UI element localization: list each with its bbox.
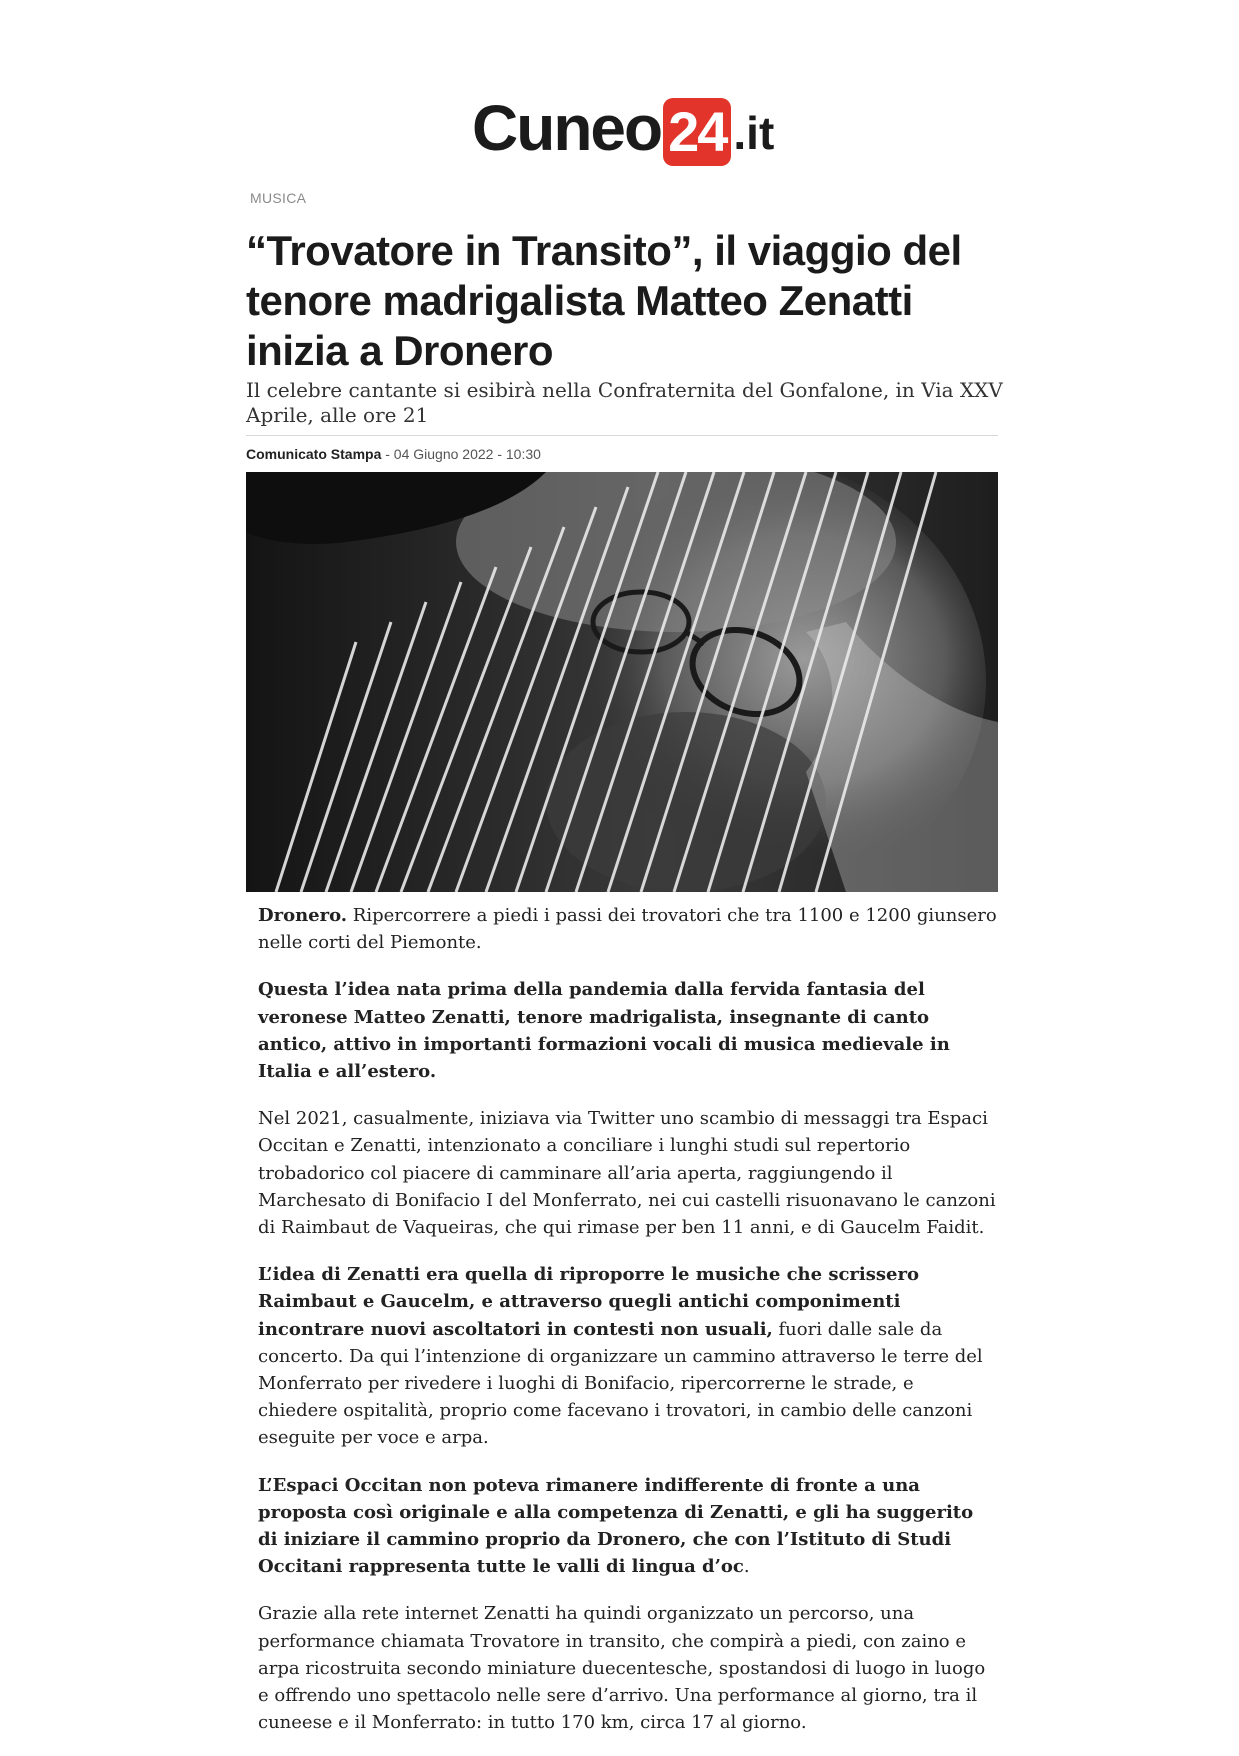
harp-portrait-image (246, 472, 998, 892)
paragraph-bold-text: L’Espaci Occitan non poteva rimanere indifferente di fronte a una proposta così originale e alla competenza di Zenatti, e gli ha suggerito di iniziare il cammino proprio da Dronero, che con l’Istituto di Studi Occitani rappresenta tutte le valli di lingua d’oc (258, 1474, 974, 1578)
logo-number: 24 (663, 98, 731, 166)
publish-date: - 04 Giugno 2022 - 10:30 (381, 446, 541, 462)
paragraph-6 (258, 1600, 998, 1736)
paragraph-text: Grazie alla rete internet Zenatti ha quindi organizzato un percorso, una performance chiamata Trovatore in transito, che compirà a piedi, con zaino e arpa ricostruita secondo miniature duecentesche, spostandosi di luogo in luogo e offrendo uno spettacolo nelle sere d’arrivo. Una performance al giorno, tra il cuneese e il Monferrato: in tutto 170 km, circa 17 al giorno. (258, 1603, 986, 1734)
paragraph-bold-text: L’idea di Zenatti era quella di riproporre le musiche che scrissero Raimbaut e Gaucelm, e attraverso quegli antichi componimenti incontrare nuovi ascoltatori in contesti non usuali, (258, 1264, 919, 1340)
logo-tld: .it (733, 107, 775, 159)
paragraph-1 (258, 902, 998, 956)
divider (246, 435, 998, 436)
paragraph-5 (258, 1472, 998, 1581)
logo-name: Cuneo (472, 92, 662, 164)
site-logo[interactable] (472, 80, 775, 164)
article-body (258, 902, 998, 1756)
paragraph-text: Nel 2021, casualmente, iniziava via Twitter uno scambio di messaggi tra Espaci Occitan e Zenatti, intenzionato a conciliare i lunghi studi sul repertorio trobadorico col piacere di camminare all’aria aperta, raggiungendo il Marchesato di Bonifacio I del Monferrato, nei cui castelli risuonavano le canzoni di Raimbaut de Vaqueiras, che qui rimase per ben 11 anni, e di Gaucelm Faidit. (258, 1108, 996, 1239)
article-title: “Trovatore in Transito”, il viaggio del tenore madrigalista Matteo Zenatti inizia a Dronero (246, 227, 962, 374)
dateline: Dronero. (258, 905, 348, 926)
byline (246, 446, 541, 462)
hero-photo (246, 472, 998, 892)
article-subtitle: Il celebre cantante si esibirà nella Confraternita del Gonfalone, in Via XXV Aprile, alle ore 21 (246, 378, 1003, 427)
paragraph-2 (258, 976, 998, 1085)
paragraph-bold-text: Questa l’idea nata prima della pandemia dalla fervida fantasia del veronese Matteo Zenatti, tenore madrigalista, insegnante di canto antico, attivo in importanti formazioni vocali di musica medievale in Italia e all’estero. (258, 979, 950, 1083)
paragraph-3 (258, 1105, 998, 1241)
article-category[interactable]: MUSICA (250, 190, 307, 206)
paragraph-4 (258, 1261, 998, 1451)
paragraph-text: Ripercorrere a piedi i passi dei trovatori che tra 1100 e 1200 giunsero nelle corti del Piemonte. (258, 905, 997, 954)
paragraph-text: . (743, 1556, 750, 1578)
paragraph-text: fuori dalle sale da concerto. Da qui l’intenzione di organizzare un cammino attraverso le terre del Monferrato per rivedere i luoghi di Bonifacio, ripercorrerne le strade, e chiedere ospitalità, proprio come facevano i trovatori, in cambio delle canzoni eseguite per voce e arpa. (258, 1318, 983, 1449)
author-name[interactable]: Comunicato Stampa (246, 446, 382, 462)
